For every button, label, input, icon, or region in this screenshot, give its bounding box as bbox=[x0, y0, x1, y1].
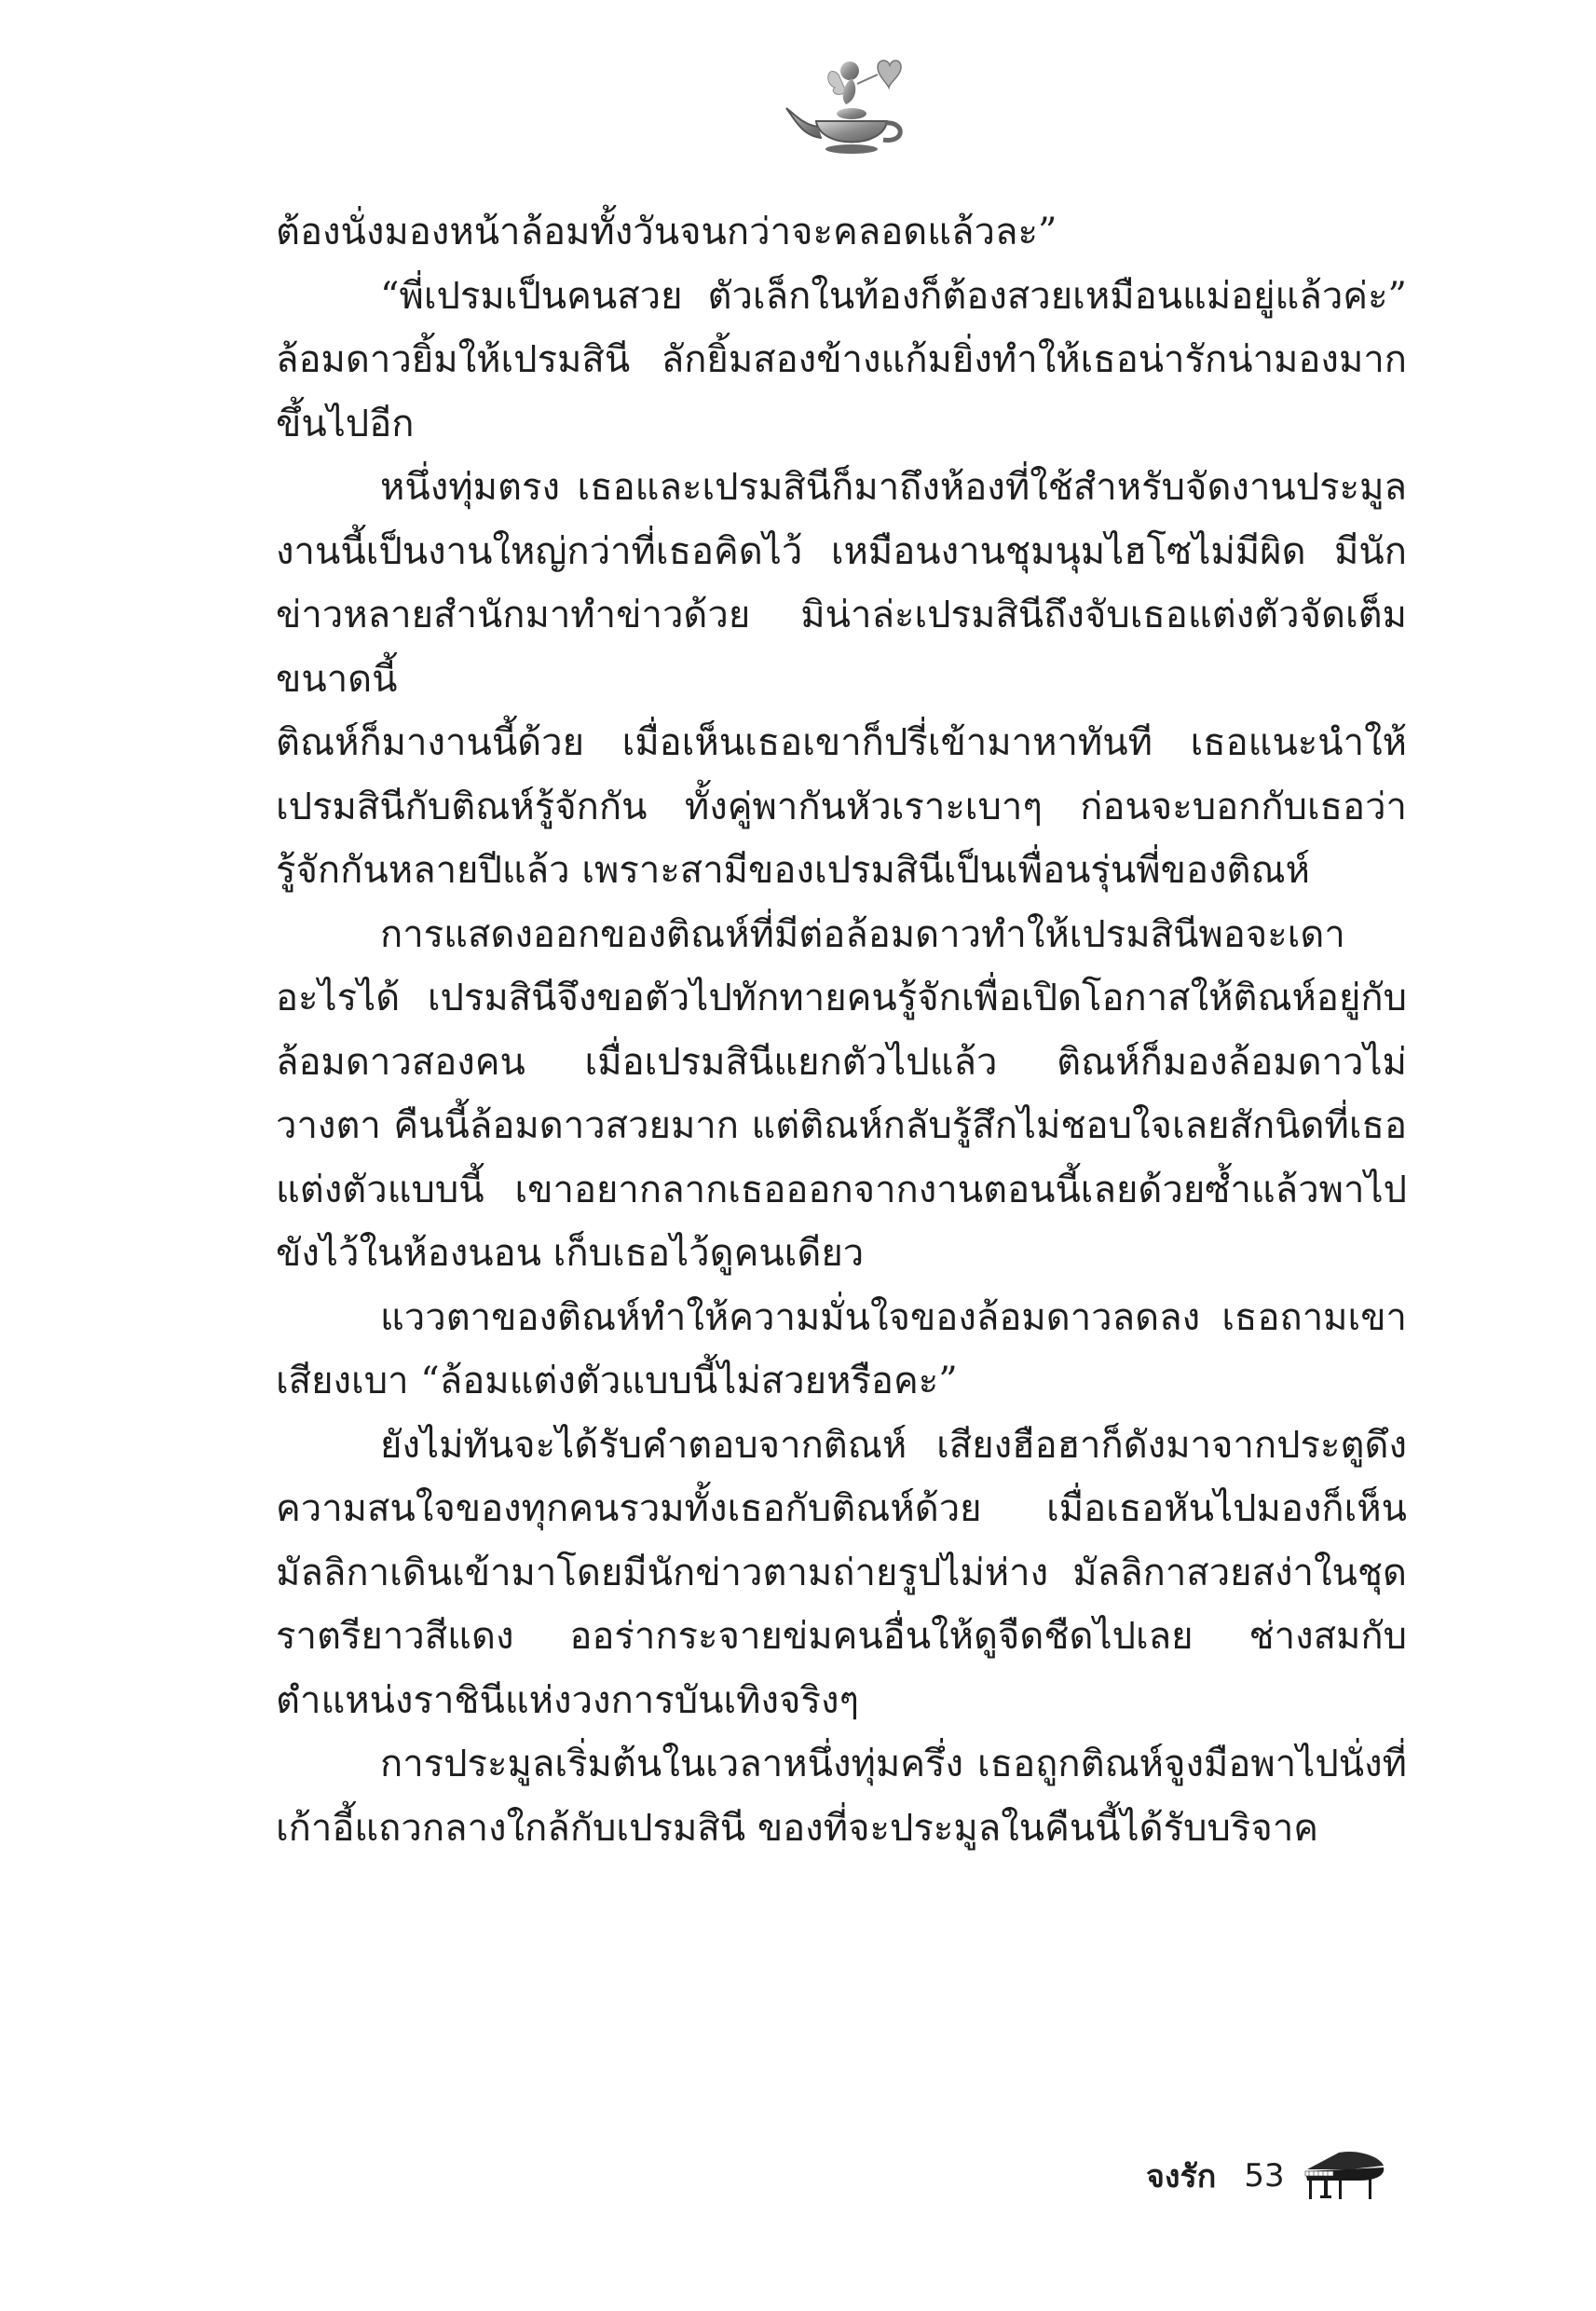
page-number: 53 bbox=[1244, 2157, 1285, 2195]
grand-piano-icon bbox=[1302, 2149, 1387, 2203]
paragraph-6: แววตาของติณห์ทำให้ความมั่นใจของล้อมดาวลดลง เธอถามเขาเสียงเบา “ล้อมแต่งตัวแบบนี้ไม่สวยหรือคะ” bbox=[276, 1295, 1407, 1402]
paragraph-7: ยังไม่ทันจะได้รับคำตอบจากติณห์ เสียงฮือฮาก็ดังมาจากประตูดึงความสนใจของทุกคนรวมทั้งเธอกับติณห์ด้วย เมื่อเธอหันไปมองก็เห็นมัลลิกาเดินเข้ามาโดยมีนักข่าวตามถ่ายรูปไม่ห่าง มัลลิกาสวยสง่าในชุดราตรียาวสีแดง ออร่ากระจายข่มคนอื่นให้ดูจืดชืดไปเลย ช่างสมกับตำแหน่งราชินีแห่งวงการบันเทิงจริงๆ bbox=[276, 1423, 1407, 1722]
angel-teapot-ornament-icon bbox=[773, 47, 922, 168]
body-text bbox=[276, 200, 1407, 1860]
paragraph-4: ติณห์ก็มางานนี้ด้วย เมื่อเห็นเธอเขาก็ปรี่เข้ามาหาทันที เธอแนะนำให้เปรมสินีกับติณห์รู้จักกัน ทั้งคู่พากันหัวเราะเบาๆ ก่อนจะบอกกับเธอว่ารู้จักกันหลายปีแล้ว เพราะสามีของเปรมสินีเป็นเพื่อนรุ่นพี่ของติณห์ bbox=[276, 721, 1407, 892]
paragraph-2: “พี่เปรมเป็นคนสวย ตัวเล็กในท้องก็ต้องสวยเหมือนแม่อยู่แล้วค่ะ” ล้อมดาวยิ้มให้เปรมสินี ลักยิ้มสองข้างแก้มยิ่งทำให้เธอน่ารักน่ามองมากขึ้นไปอีก bbox=[276, 274, 1407, 445]
paragraph-3: หนึ่งทุ่มตรง เธอและเปรมสินีก็มาถึงห้องที่ใช้สำหรับจัดงานประมูล งานนี้เป็นงานใหญ่กว่าที่เธอคิดไว้ เหมือนงานชุมนุมไฮโซไม่มีผิด มีนักข่าวหลายสำนักมาทำข่าวด้วย มิน่าล่ะเปรมสินีถึงจับเธอแต่งตัวจัดเต็มขนาดนี้ bbox=[276, 466, 1407, 701]
page-footer bbox=[1146, 2148, 1416, 2204]
paragraph-1: ต้องนั่งมองหน้าล้อมทั้งวันจนกว่าจะคลอดแล้วละ” bbox=[276, 211, 1057, 253]
book-title: จงรัก bbox=[1146, 2158, 1217, 2195]
paragraph-5: การแสดงออกของติณห์ที่มีต่อล้อมดาวทำให้เปรมสินีพอจะเดาอะไรได้ เปรมสินีจึงขอตัวไปทักทายคนรู้จักเพื่อเปิดโอกาสให้ติณห์อยู่กับล้อมดาวสองคน เมื่อเปรมสินีแยกตัวไปแล้ว ติณห์ก็มองล้อมดาวไม่วางตา คืนนี้ล้อมดาวสวยมาก แต่ติณห์กลับรู้สึกไม่ชอบใจเลยสักนิดที่เธอแต่งตัวแบบนี้ เขาอยากลากเธอออกจากงานตอนนี้เลยด้วยซ้ำแล้วพาไปขังไว้ในห้องนอน เก็บเธอไว้ดูคนเดียว bbox=[276, 912, 1407, 1275]
paragraph-8: การประมูลเริ่มต้นในเวลาหนึ่งทุ่มครึ่ง เธอถูกติณห์จูงมือพาไปนั่งที่เก้าอี้แถวกลางใกล้กับเปรมสินี ของที่จะประมูลในคืนนี้ได้รับบริจาค bbox=[276, 1743, 1407, 1850]
